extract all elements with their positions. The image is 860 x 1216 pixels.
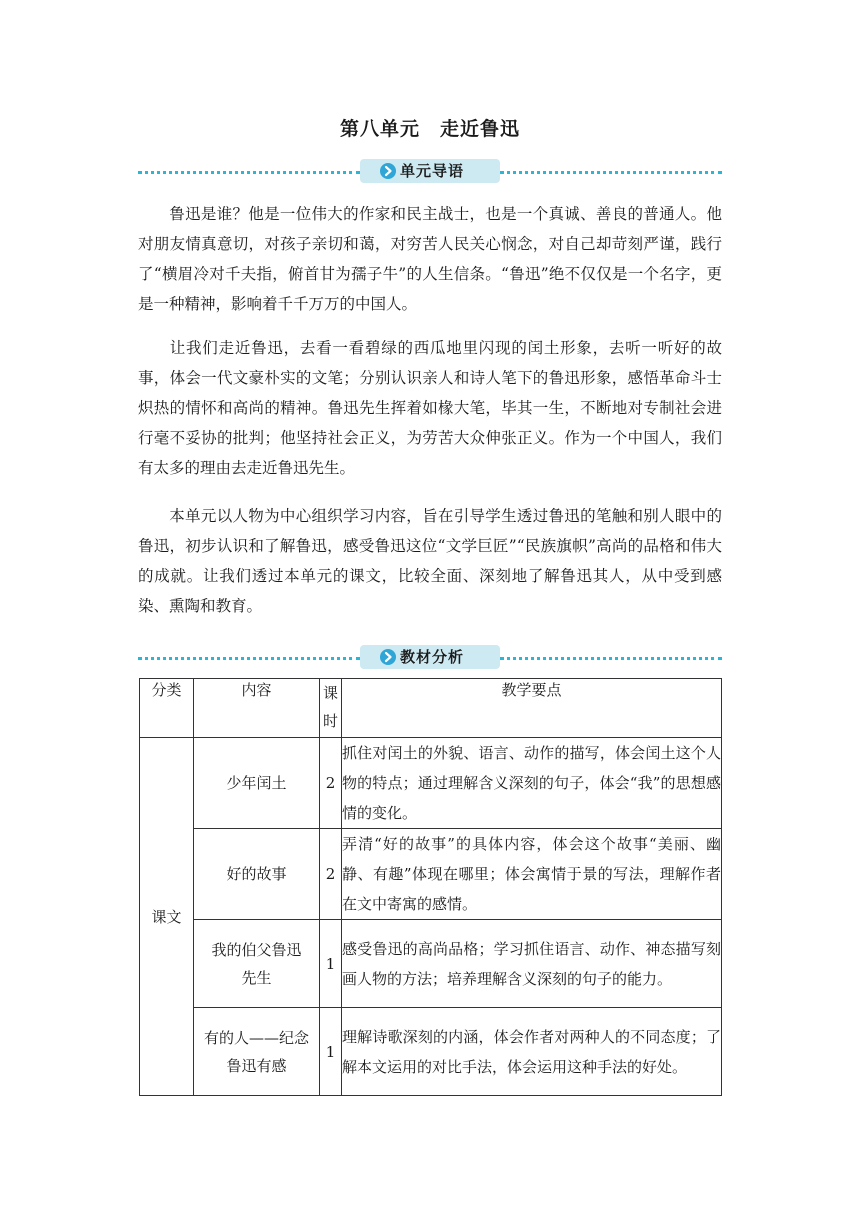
section-label: 单元导语 bbox=[400, 162, 465, 180]
lesson-hours: 1 bbox=[320, 920, 342, 1008]
lesson-hours: 1 bbox=[320, 1008, 342, 1096]
lesson-title: 有的人——纪念鲁迅有感 bbox=[194, 1008, 320, 1096]
lesson-hours: 2 bbox=[320, 829, 342, 920]
lesson-points: 抓住对闰土的外貌、语言、动作的描写，体会闰土这个人物的特点；通过理解含义深刻的句子，体会“我”的思想感情的变化。 bbox=[342, 738, 722, 829]
lesson-hours: 2 bbox=[320, 738, 342, 829]
header-points: 教学要点 bbox=[342, 679, 722, 738]
section-label: 教材分析 bbox=[400, 648, 465, 666]
table-header-row bbox=[140, 679, 722, 738]
table-row bbox=[140, 920, 722, 1008]
header-content: 内容 bbox=[194, 679, 320, 738]
analysis-table bbox=[139, 678, 722, 1096]
section-divider-analysis bbox=[138, 645, 722, 671]
lesson-title: 好的故事 bbox=[194, 829, 320, 920]
dotted-rule bbox=[500, 657, 722, 660]
chevron-right-icon bbox=[380, 649, 396, 665]
section-badge-analysis bbox=[360, 645, 500, 669]
chevron-right-icon bbox=[380, 163, 396, 179]
intro-paragraph-2: 让我们走近鲁迅，去看一看碧绿的西瓜地里闪现的闰土形象，去听一听好的故事，体会一代文豪朴实的文笔；分别认识亲人和诗人笔下的鲁迅形象，感悟革命斗士炽热的情怀和高尚的精神。鲁迅先生挥着如椽大笔，毕其一生，不断地对专制社会进行毫不妥协的批判；他坚持社会正义，为劳苦大众伸张正义。作为一个中国人，我们有太多的理由去走近鲁迅先生。 bbox=[138, 339, 722, 477]
page-title: 第八单元 走近鲁迅 bbox=[339, 118, 520, 140]
section-divider-intro bbox=[138, 159, 722, 185]
intro-paragraph-3: 本单元以人物为中心组织学习内容，旨在引导学生透过鲁迅的笔触和别人眼中的鲁迅，初步认识和了解鲁迅，感受鲁迅这位“文学巨匠”“民族旗帜”高尚的品格和伟大的成就。让我们透过本单元的课文，比较全面、深刻地了解鲁迅其人，从中受到感染、熏陶和教育。 bbox=[138, 507, 722, 615]
table-row bbox=[140, 1008, 722, 1096]
lesson-points: 理解诗歌深刻的内涵，体会作者对两种人的不同态度；了解本文运用的对比手法，体会运用这种手法的好处。 bbox=[342, 1008, 722, 1096]
table-row bbox=[140, 829, 722, 920]
lesson-points: 弄清“好的故事”的具体内容，体会这个故事“美丽、幽静、有趣”体现在哪里；体会寓情于景的写法，理解作者在文中寄寓的感情。 bbox=[342, 829, 722, 920]
header-category: 分类 bbox=[140, 679, 194, 738]
section-badge-intro bbox=[360, 159, 500, 183]
table-row bbox=[140, 738, 722, 829]
dotted-rule bbox=[138, 657, 360, 660]
lesson-title: 少年闰土 bbox=[194, 738, 320, 829]
header-hours: 课时 bbox=[320, 679, 342, 738]
dotted-rule bbox=[500, 171, 722, 174]
dotted-rule bbox=[138, 171, 360, 174]
intro-paragraph-1: 鲁迅是谁？他是一位伟大的作家和民主战士，也是一个真诚、善良的普通人。他对朋友情真意切，对孩子亲切和蔼，对穷苦人民关心悯念，对自己却苛刻严谨，践行了“横眉冷对千夫指，俯首甘为孺子牛”的人生信条。“鲁迅”绝不仅仅是一个名字，更是一种精神，影响着千千万万的中国人。 bbox=[138, 205, 722, 313]
lesson-points: 感受鲁迅的高尚品格；学习抓住语言、动作、神态描写刻画人物的方法；培养理解含义深刻的句子的能力。 bbox=[342, 920, 722, 1008]
lesson-title: 我的伯父鲁迅先生 bbox=[194, 920, 320, 1008]
category-cell: 课文 bbox=[140, 738, 194, 1096]
